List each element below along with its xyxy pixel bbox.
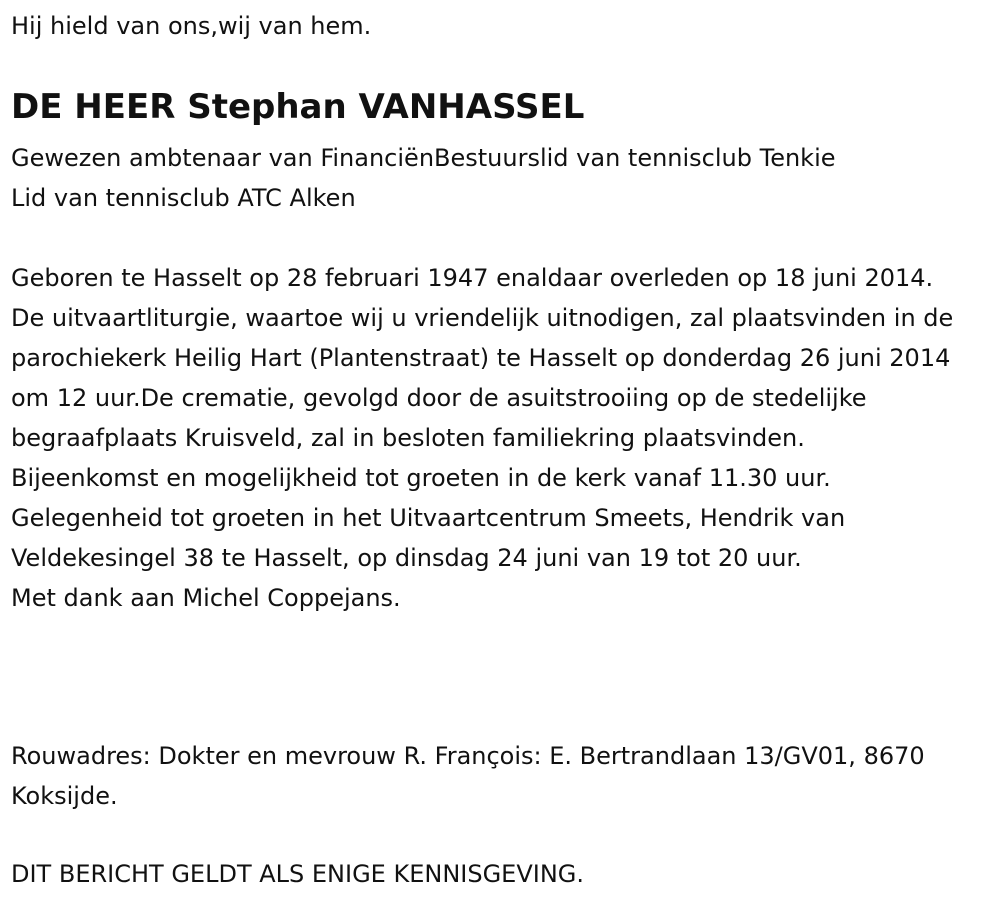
subtitle-line-2: Lid van tennisclub ATC Alken	[11, 184, 356, 212]
body-block	[11, 258, 996, 618]
mourning-address: Rouwadres: Dokter en mevrouw R. François: E. Bertrandlaan 13/GV01, 8670 Koksijde.	[11, 742, 925, 810]
birth-death-paragraph: Geboren te Hasselt op 28 februari 1947 enaldaar overleden op 18 juni 2014.	[11, 264, 934, 292]
subtitle-line-1: Gewezen ambtenaar van FinanciënBestuurslid van tennisclub Tenkie	[11, 144, 836, 172]
deceased-name: DE HEER Stephan VANHASSEL	[11, 87, 585, 127]
funeral-paragraph: De uitvaartliturgie, waartoe wij u vriendelijk uitnodigen, zal plaatsvinden in de parochiekerk Heilig Hart (Plantenstraat) te Hasselt op donderdag 26 juni 2014 om 12 uur.De crematie, gevolgd door de asuitstrooiing op de stedelijke begraafplaats Kruisveld, zal in besloten familiekring plaatsvinden.	[11, 304, 954, 452]
intro-text: Hij hield van ons,wij van hem.	[11, 12, 372, 40]
subtitle-block	[11, 138, 836, 218]
visitation-paragraph: Gelegenheid tot groeten in het Uitvaartcentrum Smeets, Hendrik van Veldekesingel 38 te Hasselt, op dinsdag 24 juni van 19 tot 20 uur.	[11, 504, 846, 572]
gathering-paragraph: Bijeenkomst en mogelijkheid tot groeten in de kerk vanaf 11.30 uur.	[11, 464, 831, 492]
notice-text: DIT BERICHT GELDT ALS ENIGE KENNISGEVING.	[11, 860, 585, 888]
thanks-paragraph: Met dank aan Michel Coppejans.	[11, 584, 401, 612]
